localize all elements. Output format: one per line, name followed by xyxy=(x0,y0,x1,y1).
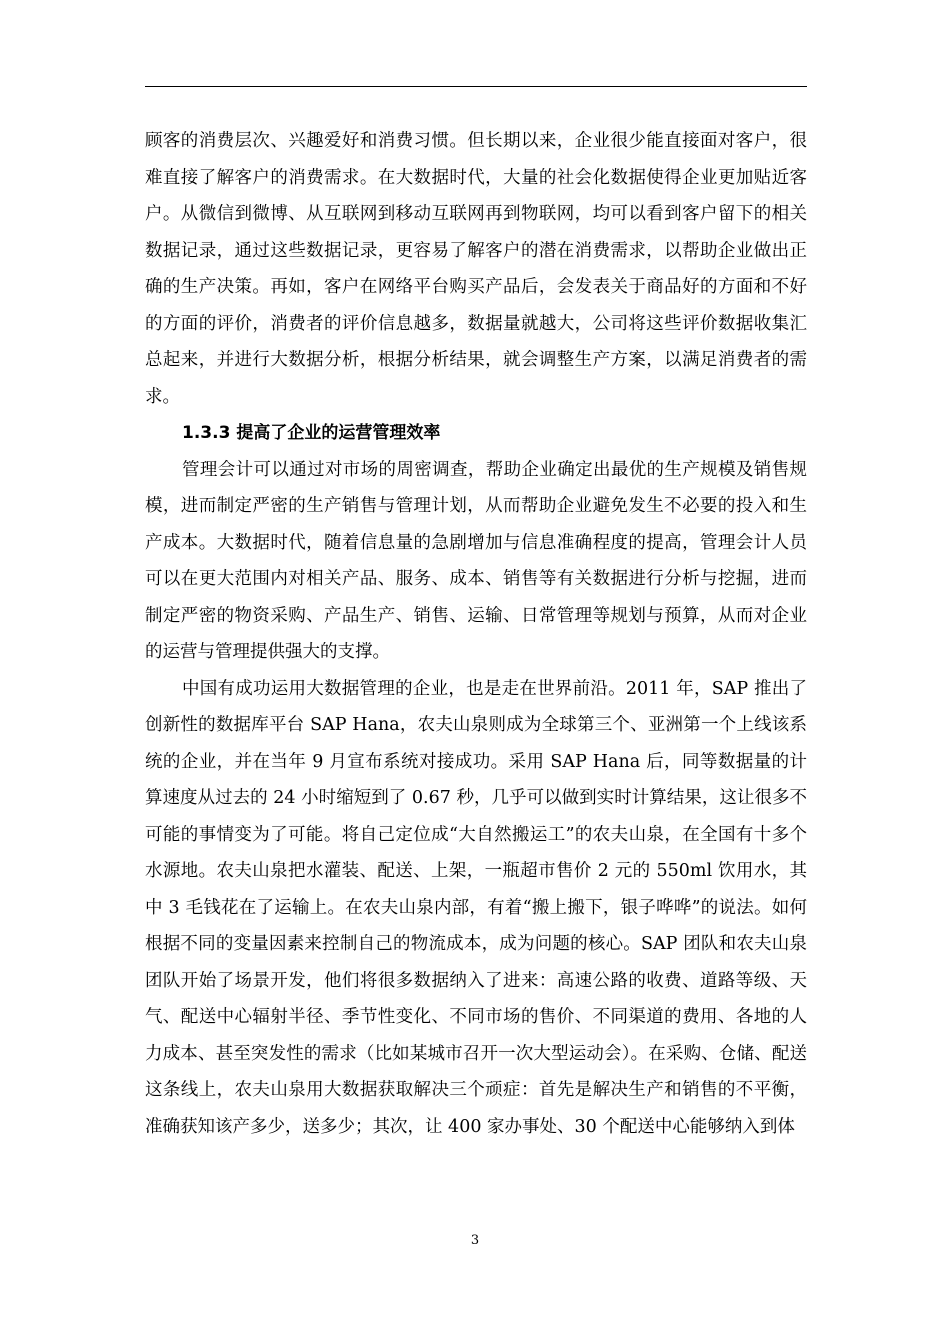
document-body xyxy=(145,123,807,1145)
paragraph-management-accounting: 管理会计可以通过对市场的周密调查，帮助企业确定出最优的生产规模及销售规模，进而制定严密的生产销售与管理计划，从而帮助企业避免发生不必要的投入和生产成本。大数据时代，随着信息量的急剧增加与信息准确程度的提高，管理会计人员可以在更大范围内对相关产品、服务、成本、销售等有关数据进行分析与挖掘，进而制定严密的物资采购、产品生产、销售、运输、日常管理等规划与预算，从而对企业的运营与管理提供强大的支撑。 xyxy=(145,459,807,662)
section-heading: 1.3.3 提高了企业的运营管理效率 xyxy=(182,423,441,443)
paragraph-continuation: 顾客的消费层次、兴趣爱好和消费习惯。但长期以来，企业很少能直接面对客户，很难直接了解客户的消费需求。在大数据时代，大量的社会化数据使得企业更加贴近客户。从微信到微博、从互联网到移动互联网再到物联网，均可以看到客户留下的相关数据记录，通过这些数据记录，更容易了解客户的潜在消费需求，以帮助企业做出正确的生产决策。再如，客户在网络平台购买产品后，会发表关于商品好的方面和不好的方面的评价，消费者的评价信息越多，数据量就越大，公司将这些评价数据收集汇总起来，并进行大数据分析，根据分析结果，就会调整生产方案，以满足消费者的需求。 xyxy=(145,131,807,407)
paragraph-case-study: 中国有成功运用大数据管理的企业，也是走在世界前沿。2011 年，SAP 推出了创新性的数据库平台 SAP Hana，农夫山泉则成为全球第三个、亚洲第一个上线该系统的企业，并在当年 9 月宣布系统对接成功。采用 SAP Hana 后，同等数据量的计算速度从过去的 24 小时缩短到了 0.67 秒，几乎可以做到实时计算结果，这让很多不可能的事情变为了可能。将自己定位成“大自然搬运工”的农夫山泉，在全国有十多个水源地。农夫山泉把水灌装、配送、上架，一瓶超市售价 2 元的 550ml 饮用水，其中 3 毛钱花在了运输上。在农夫山泉内部，有着“搬上搬下，银子哗哗”的说法。如何根据不同的变量因素来控制自己的物流成本，成为问题的核心。SAP 团队和农夫山泉团队开始了场景开发，他们将很多数据纳入了进来：高速公路的收费、道路等级、天气、配送中心辐射半径、季节性变化、不同市场的售价、不同渠道的费用、各地的人力成本、甚至突发性的需求（比如某城市召开一次大型运动会）。在采购、仓储、配送这条线上，农夫山泉用大数据获取解决三个顽症：首先是解决生产和销售的不平衡，准确获知该产多少，送多少；其次，让 400 家办事处、30 个配送中心能够纳入到体 xyxy=(145,678,807,1137)
page-number: 3 xyxy=(470,1233,480,1248)
header-rule xyxy=(145,86,807,87)
